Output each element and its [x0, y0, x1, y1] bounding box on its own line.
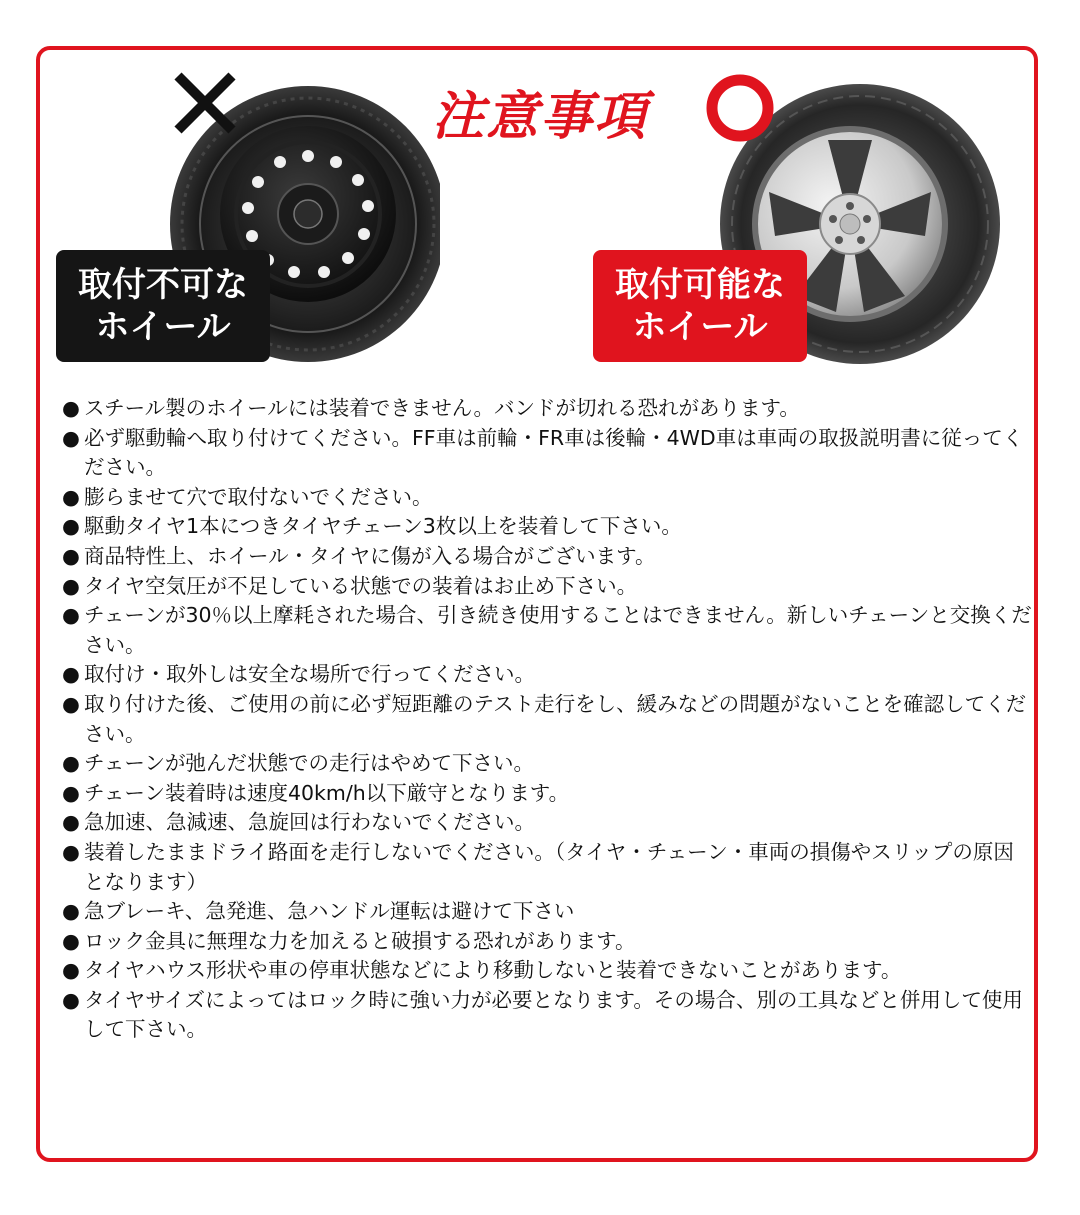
precaution-text: 取り付けた後、ご使用の前に必ず短距離のテスト走行をし、緩みなどの問題がないことを確認してください。 [84, 691, 1027, 746]
precaution-text: 装着したままドライ路面を走行しないでください。（タイヤ・チェーン・車両の損傷やスリップの原因となります） [84, 839, 1014, 894]
precaution-item [62, 424, 1032, 483]
precaution-text: 取付け・取外しは安全な場所で行ってください。 [84, 662, 535, 687]
supported-wheel-label-line2: ホイール [632, 307, 768, 347]
bullet-icon: ● [62, 396, 80, 420]
precaution-text: タイヤハウス形状や車の停車状態などにより移動しないと装着できないことがあります。 [84, 958, 902, 983]
supported-wheel-label-line1: 取付可能な [615, 265, 785, 305]
bullet-icon: ● [62, 928, 80, 953]
precaution-text: チェーンが30％以上摩耗された場合、引き続き使用することはできません。新しいチェーンと交換ください。 [84, 603, 1032, 657]
precaution-item [62, 483, 1032, 513]
bullet-icon: ● [62, 573, 80, 598]
cross-mark-icon [170, 68, 240, 138]
page-title: 注意事項 [431, 87, 648, 147]
bullet-icon: ● [62, 662, 80, 687]
precaution-item [62, 808, 1032, 838]
supported-wheel-label [593, 250, 807, 362]
precaution-item [62, 394, 1032, 424]
precaution-item [62, 690, 1032, 749]
precaution-text: ロック金具に無理な力を加えると破損する恐れがあります。 [84, 928, 636, 953]
precaution-item [62, 749, 1032, 779]
precaution-item [62, 956, 1032, 986]
bullet-icon: ● [62, 780, 80, 805]
bullet-icon: ● [62, 425, 80, 450]
bullet-icon: ● [62, 987, 80, 1012]
bullet-icon: ● [62, 751, 80, 776]
unsupported-wheel-label [56, 250, 270, 362]
precaution-text: 急加速、急減速、急旋回は行わないでください。 [84, 810, 535, 835]
bullet-icon: ● [62, 899, 80, 924]
unsupported-wheel-label-line2: ホイール [95, 307, 231, 347]
precaution-text: チェーン装着時は速度40km/h以下厳守となります。 [84, 780, 570, 805]
precaution-item [62, 660, 1032, 690]
bullet-icon: ● [62, 839, 80, 864]
bullet-icon: ● [62, 810, 80, 835]
precaution-text: 駆動タイヤ1本につきタイヤチェーン3枚以上を装着して下さい。 [84, 514, 682, 539]
precaution-item [62, 779, 1032, 809]
bullet-icon: ● [62, 691, 80, 716]
precaution-item [62, 897, 1032, 927]
unsupported-wheel-label-line1: 取付不可な [78, 265, 248, 305]
precaution-text: タイヤ空気圧が不足している状態での装着はお止め下さい。 [84, 573, 638, 598]
precaution-text: 膨らませて穴で取付ないでください。 [84, 484, 433, 509]
bullet-icon: ● [62, 514, 80, 539]
precaution-text: 商品特性上、ホイール・タイヤに傷が入る場合がございます。 [84, 543, 656, 568]
precaution-text: 必ず駆動輪へ取り付けてください。FF車は前輪・FR車は後輪・4WD車は車両の取扱説明書に従ってください。 [84, 425, 1024, 480]
precaution-item [62, 572, 1032, 602]
circle-mark-icon [702, 70, 778, 146]
bullet-icon: ● [62, 958, 80, 983]
precaution-item [62, 542, 1032, 572]
precaution-text: 急ブレーキ、急発進、急ハンドル運転は避けて下さい [84, 899, 575, 924]
precaution-item [62, 986, 1032, 1045]
bullet-icon: ● [62, 603, 80, 628]
bullet-icon: ● [62, 543, 80, 568]
precaution-item [62, 927, 1032, 957]
precaution-text: タイヤサイズによってはロック時に強い力が必要となります。その場合、別の工具などと併用して使用して下さい。 [84, 987, 1023, 1042]
precaution-item [62, 512, 1032, 542]
precautions-list [62, 394, 1032, 1045]
precaution-item [62, 601, 1032, 660]
precaution-text: チェーンが弛んだ状態での走行はやめて下さい。 [84, 751, 534, 776]
precaution-text: スチール製のホイールには装着できません。バンドが切れる恐れがあります。 [84, 396, 800, 420]
bullet-icon: ● [62, 484, 80, 509]
precaution-item [62, 838, 1032, 897]
